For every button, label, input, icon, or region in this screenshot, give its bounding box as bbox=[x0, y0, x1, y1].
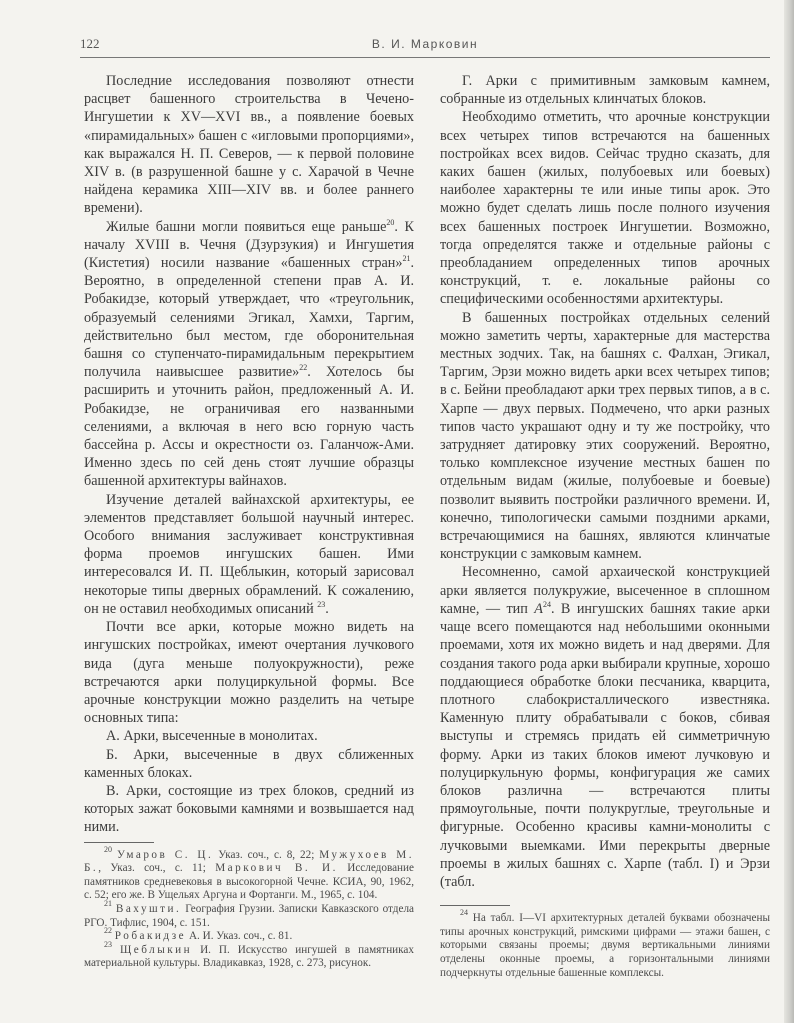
paragraph bbox=[440, 108, 770, 308]
paragraph-text: Необходимо отметить, что арочные конструкции всех четырех типов встречаются на башенных постройках всех видов. Сейчас трудно сказать, для каких башен (жилых, полубоевых или боевых) наиболее характерны те или иные типы арок. Это можно будет сделать лишь после полного изучения всех башенных построек Ингушетии. Возможно, тогда определятся также и отдельные районы с преобладанием определенных типов арочных конструкций, т. е. локальные районы со специфическими особенностями архитектуры. bbox=[440, 109, 770, 308]
paragraph-text: Г. Арки с примитивным замковым камнем, собранные из отдельных клинчатых блоков. bbox=[440, 73, 770, 108]
footnote-ref: 22 bbox=[299, 363, 308, 373]
list-item-type-v bbox=[84, 782, 414, 837]
footnote-number: 23 bbox=[104, 939, 112, 949]
footnote-text: География Грузии. Записки Кавказского отдела РГО. Тифлис, 1904, с. 151. bbox=[84, 902, 415, 929]
paragraph bbox=[440, 309, 770, 564]
paragraph-text: . Вероятно, в определенной степени прав А. И. Робакидзе, который утверждает, что «треугольник, образуемый селениями Эгикал, Хамхи, Таргим, действительно был местом, где оборонительная башня со ступенчато-пирамидальным перекрытием получила наивысшее развитие» bbox=[84, 255, 414, 381]
footnote-author: Умаров С. Ц. bbox=[116, 848, 214, 861]
paragraph-text: Жилые башни могли появиться еще раньше bbox=[106, 218, 387, 235]
footnote-text: На табл. I—VI архитектурных деталей буквами обозначены типы арочных конструкций, римскими цифрами — этажи башен, с которыми связаны проемы; двумя вертикальными линиями отделены оконные проемы, а горизонтальными линиями подчеркнуты отдельные башенные комплексы. bbox=[440, 912, 771, 979]
footnote-text: Указ. соч., с. 8, 22; bbox=[213, 848, 320, 861]
left-column bbox=[84, 72, 414, 971]
list-item-type-g bbox=[440, 72, 770, 108]
footnote-author: Щеблыкин bbox=[119, 943, 193, 956]
footnote-text: , Указ. соч., с. 11; bbox=[98, 862, 216, 875]
paragraph: Изучение деталей вайнахской архитектуры, ее элементов представляет большой научный интерес. Особого внимания заслуживает конструктивная форма проемов ингушских башен. Ими интересовался И. П. Щеблыкин, который зарисовал некоторые типы дверных обрамлений. К сожалению, он не оставил необходимых описаний $^{23}$. bbox=[84, 491, 414, 617]
paragraph-text: . В ингушских башнях такие арки чаще всего помещаются над небольшими оконными проемами, хотя их можно видеть и над дверями. Для создания такого рода арки выбирали крупные, хорошо поддающиеся обработке блоки песчаника, кварцита, плотного слабокристаллического известняка. Каменную плиту обрабатывали с боков, сбивая выступы и стремясь придать ей симметричную форму. Арки из таких блоков имеют лучковую и полуциркульную формы, конфигурация же самих блоков различна — встречаются плиты прямоугольные, почти полукруглые, треугольные и фигурные. Особенно красивы камни-монолиты с лучковыми выемками. Ими перекрыты дверные проемы в жилых башнях с. Харпе (табл. I) и Эрзи (табл. bbox=[440, 600, 770, 890]
paragraph-text: Б. Арки, высеченные в двух сближенных каменных блоках. bbox=[84, 746, 414, 781]
footnote-number: 24 bbox=[460, 908, 468, 918]
right-column bbox=[440, 72, 770, 980]
footnote-text: А. И. Указ. соч., с. 81. bbox=[186, 930, 293, 943]
footnote-author: Робакидзе bbox=[114, 930, 187, 943]
footnote-ref: 20 bbox=[386, 217, 395, 227]
footnote-20 bbox=[84, 844, 415, 903]
list-item-type-a bbox=[84, 727, 414, 745]
page-number: 122 bbox=[80, 36, 100, 51]
footnote-author: Маркович В. И. bbox=[215, 862, 338, 875]
paragraph-text: А. Арки, высеченные в монолитах. bbox=[106, 728, 318, 745]
running-title: В. И. Марковин bbox=[371, 37, 479, 51]
paragraph bbox=[84, 72, 414, 218]
paragraph-text: Несомненно, самой архаической конструкцией арки является полукружие, высеченное в сплошном камне, — тип bbox=[440, 564, 770, 617]
footnote-ref: 23 bbox=[317, 599, 326, 609]
footnote-text: И. П. Искусство ингушей в памятниках материальной культуры. Владикавказ, 1928, с. 273, рисунок. bbox=[84, 943, 414, 970]
footnote-22 bbox=[84, 926, 414, 944]
paragraph bbox=[440, 563, 770, 891]
footnote-number: 20 bbox=[104, 844, 112, 854]
paragraph-text: Изучение деталей вайнахской архитектуры, ее элементов представляет большой научный интерес. Особого внимания заслуживает конструктивная форма проемов ингушских башен. Ими интересовался И. П. Щеблыкин, который зарисовал некоторые типы дверных обрамлений. К сожалению, он не оставил необходимых описаний bbox=[84, 491, 414, 617]
footnote-text: Исследование памятников средневековья в высокогорной Чечне. КСИА, 90, 1962, с. 52; его же. В Ущельях Аргуна и Фортанги. М., 1965, с. 104. bbox=[84, 862, 414, 902]
paragraph-text: В башенных постройках отдельных селений можно заметить черты, характерные для мастерства местных зодчих. Так, на башнях с. Фалхан, Эгикал, Таргим, Эрзи можно видеть арки всех четырех типов; в с. Бейни преобладают арки трех первых типов, а в с. Харпе — двух первых. Подмечено, что арки разных типов часто украшают одну и ту же постройку, что затрудняет датировку этих сооружений. Вероятно, только комплексное изучение местных башен по отдельным видам (жилые, полубоевые и боевые) позволит выявить постройки различного времени. И, конечно, типологически самыми поздними арками, встречающимися на башнях, являются клинчатые конструкции с замковым камнем. bbox=[440, 309, 770, 563]
footnote-ref: 21 bbox=[402, 254, 411, 264]
page-header bbox=[80, 36, 770, 56]
paragraph-text: В. Арки, состоящие из трех блоков, средний из которых зажат боковыми камнями и возвышается над ними. bbox=[84, 782, 414, 836]
paragraph-text: Последние исследования позволяют отнести расцвет башенного строительства в Чечено-Ингушетии к XV—XVI вв., а появление боевых «пирамидальных» башен с «игловыми пропорциями», как выражался Н. П. Северов, — к первой половине XIV в. (в разрушенной башне у с. Харачой в Чечне найдена керамика XIII—XIV вв. и более раннего времени). bbox=[84, 73, 414, 217]
header-rule bbox=[80, 57, 770, 58]
footnote-rule bbox=[440, 905, 510, 906]
footnote-number: 22 bbox=[104, 926, 112, 936]
paragraph-text: . Хотелось бы расширить и уточнить район, предложенный А. И. Робакидзе, не ограничивая его названными селениями, а включая в него всю горную часть бассейна р. Ассы и окрестности оз. Галанчож-Ами. Именно здесь по сей день стоят лучшие образцы башенной архитектуры вайнахов. bbox=[84, 364, 414, 490]
footnote-21 bbox=[84, 898, 415, 930]
footnote-ref: 24 bbox=[542, 599, 551, 609]
paragraph bbox=[84, 618, 414, 727]
footnote-author: Вахушти. bbox=[115, 902, 182, 915]
footnote-author: Мужухоев М. Б. bbox=[84, 848, 415, 875]
paragraph-text: Почти все арки, которые можно видеть на ингушских постройках, имеют очертания лучкового вида (дуга меньше полуокружности), реже встречаются арки полуциркульной формы. Все арочные конструкции можно разделить на четыре основных типа: bbox=[84, 619, 414, 727]
paragraph-text: . К началу XVIII в. Чечня (Дзурзукия) и Ингушетия (Кистетия) носили название «башенных стран» bbox=[84, 218, 414, 272]
footnote-23 bbox=[84, 939, 414, 971]
type-letter: А bbox=[534, 600, 543, 617]
footnote-24 bbox=[440, 908, 771, 980]
paragraph bbox=[84, 218, 414, 491]
list-item-type-b bbox=[84, 746, 414, 782]
footnote-rule bbox=[84, 842, 154, 843]
footnote-number: 21 bbox=[104, 898, 112, 908]
page-edge-shadow bbox=[784, 0, 794, 1023]
